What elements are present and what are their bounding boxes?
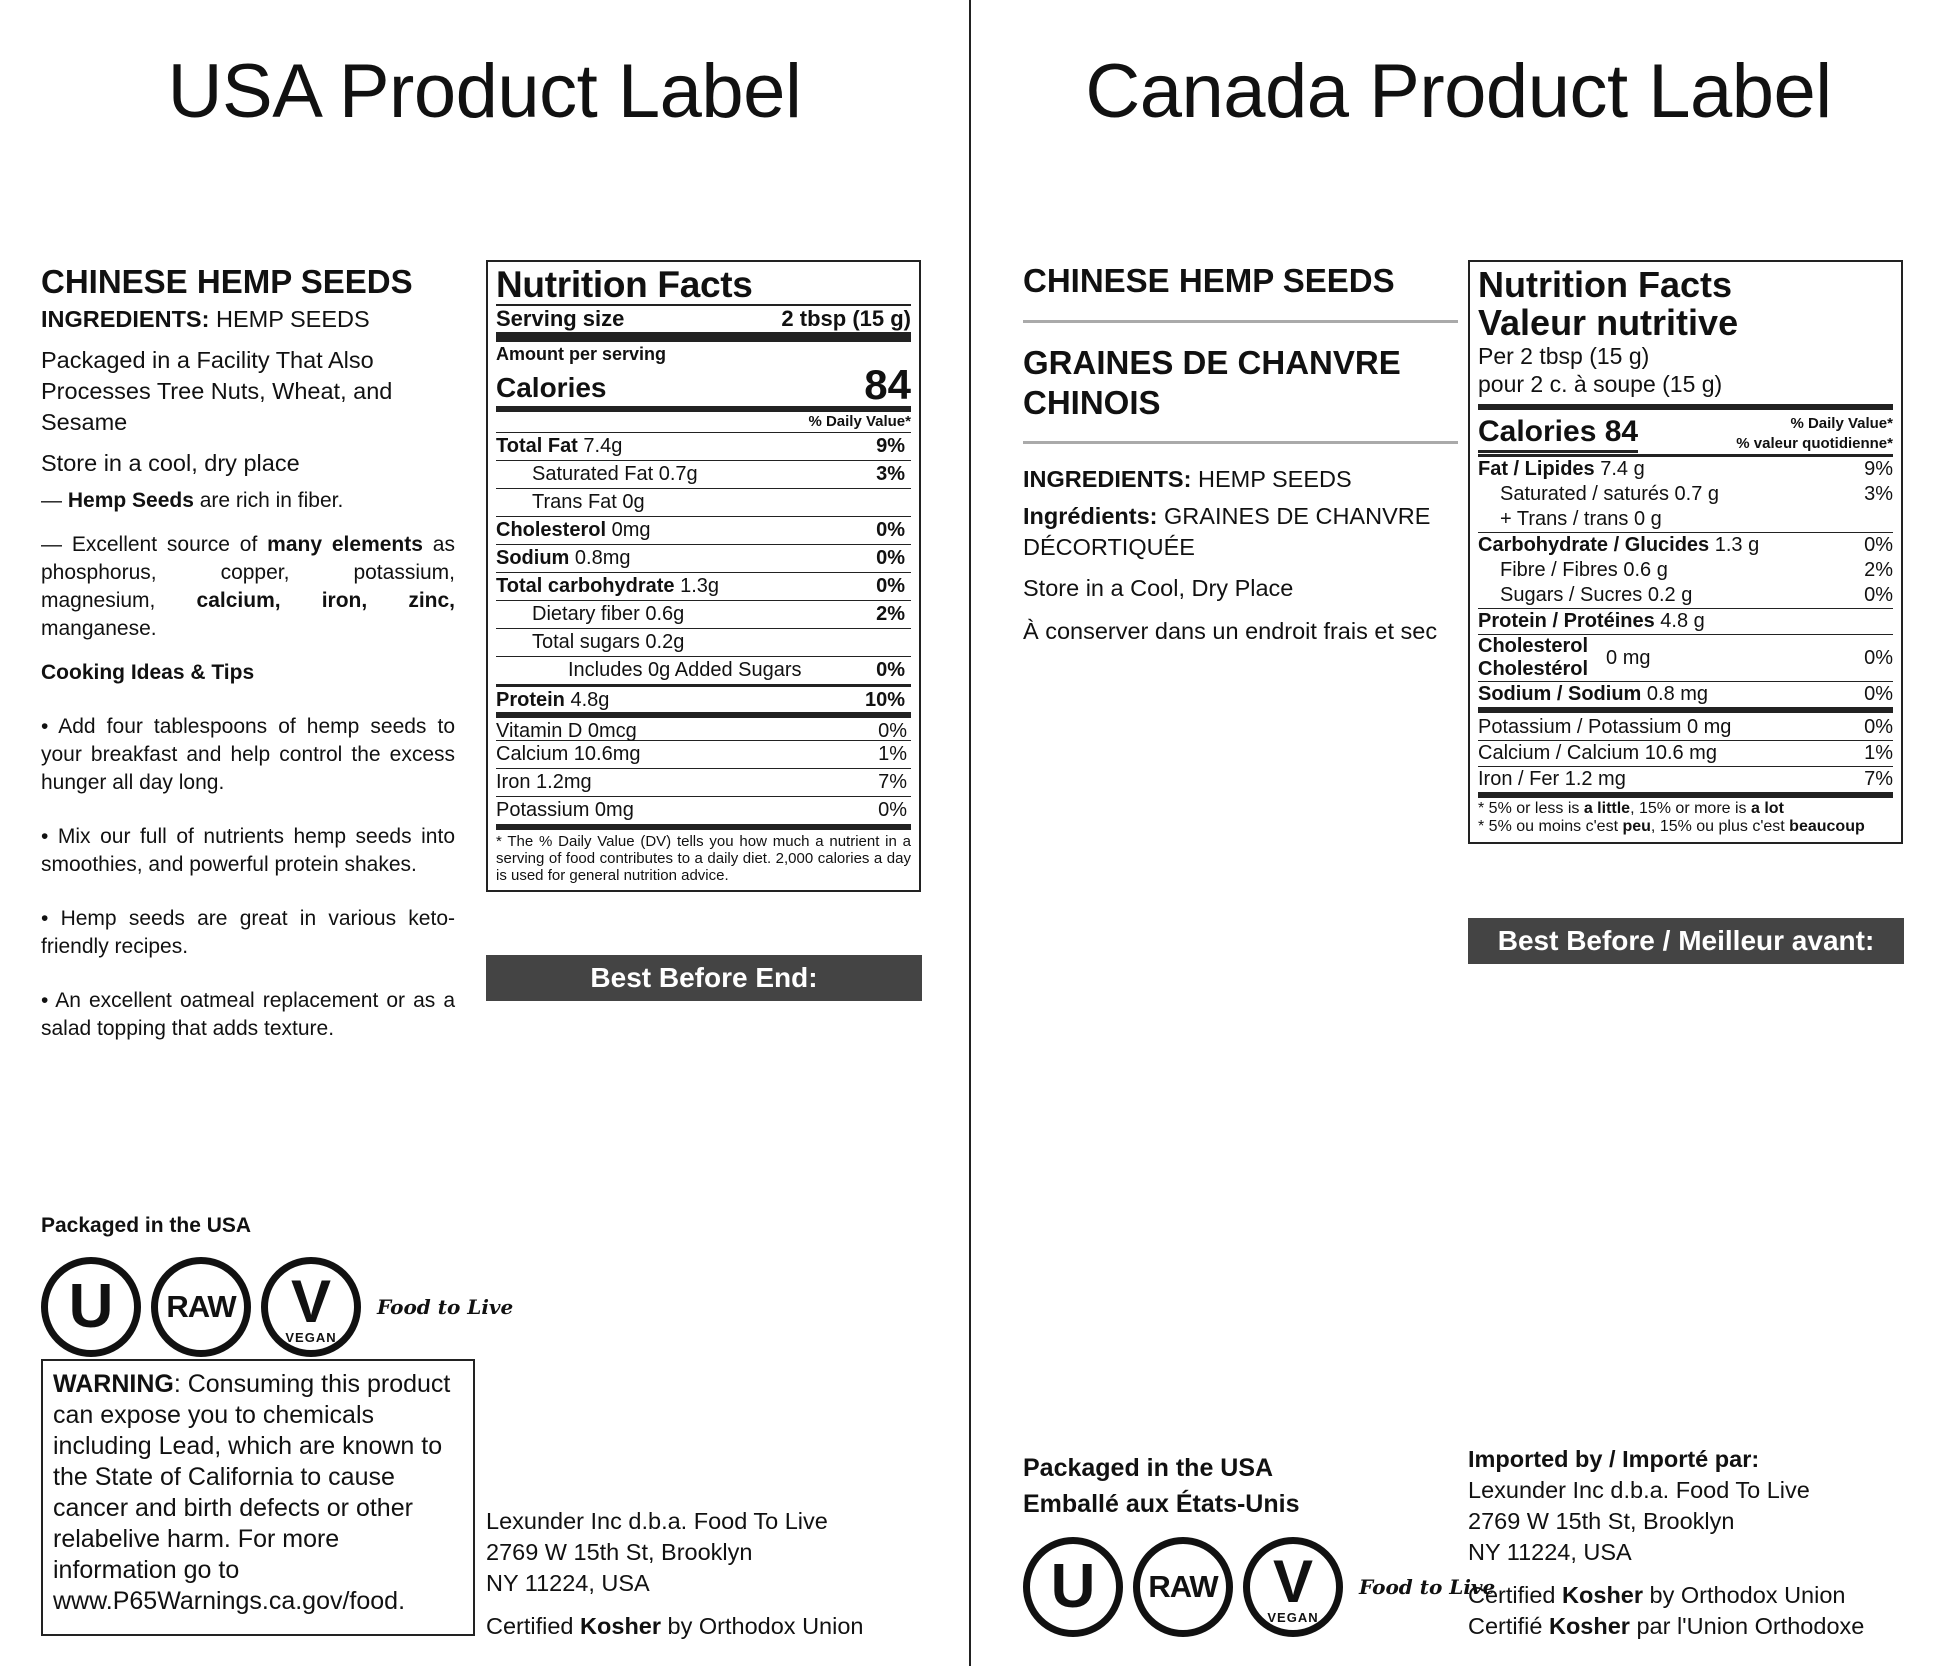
fibre-row: Fibre / Fibres 0.6 g 2% xyxy=(1500,559,1893,581)
canada-heading: Canada Product Label xyxy=(1085,49,1832,134)
canada-product-title-fr: GRAINES DE CHANVRE CHINOIS xyxy=(1023,344,1401,421)
fat-row: Fat / Lipides 7.4 g 9% xyxy=(1478,458,1893,480)
usa-cert-logos xyxy=(41,1257,513,1357)
nutrient-row: Total sugars 0.2g xyxy=(496,628,911,656)
usa-left-column xyxy=(41,262,455,1069)
usa-tips-list xyxy=(41,713,455,1043)
canada-left-column xyxy=(1023,262,1458,647)
calories-value: 84 xyxy=(864,361,911,408)
usa-best-before-bar: Best Before End: xyxy=(486,955,922,1001)
canada-importer: Imported by / Importé par: Lexunder Inc d.b.a. Food To Live 2769 W 15th St, Brooklyn NY 11224, USA Certified Kosher by Orthodox Union Certifié Kosher par l'Union Orthodoxe xyxy=(1468,1444,1938,1642)
usa-tips-heading: Cooking Ideas & Tips xyxy=(41,660,255,684)
per-serving-en: Per 2 tbsp (15 g) xyxy=(1478,343,1650,369)
cholesterol-row: Cholesterol Cholestérol 0 mg 0% xyxy=(1478,635,1893,680)
nutrition-facts-title-fr: Valeur nutritive xyxy=(1478,302,1739,343)
usa-kosher-certification: Certified Kosher by Orthodox Union xyxy=(486,1613,864,1639)
canada-packaged-in: Packaged in the USA Emballé aux États-Unis xyxy=(1023,1454,1300,1518)
divider xyxy=(1023,320,1458,323)
nutrition-footnote: * The % Daily Value (DV) tells you how much a nutrient in a serving of food contributes to a daily diet. 2,000 calories a day is used for general nutrition advice. xyxy=(496,824,911,884)
nutrient-row: Total Fat 7.4g 9% xyxy=(496,432,911,460)
nutrient-row: Dietary fiber 0.6g 2% xyxy=(496,600,911,628)
tip-item: • An excellent oatmeal replacement or as a salad topping that adds texture. xyxy=(41,988,455,1040)
usa-storage: Store in a cool, dry place xyxy=(41,449,300,476)
mineral-row: Iron / Fer 1.2 mg 7% xyxy=(1478,768,1893,790)
nutrient-row: Trans Fat 0g xyxy=(496,488,911,516)
food-to-live-logo: Food to Live xyxy=(1359,1575,1496,1599)
nutrition-facts-title-en: Nutrition Facts xyxy=(1478,264,1733,305)
sugars-row: Sugars / Sucres 0.2 g 0% xyxy=(1500,584,1893,606)
mineral-row: Calcium 10.6mg 1% xyxy=(496,740,911,768)
serving-size-row: Serving size 2 tbsp (15 g) xyxy=(496,306,911,331)
nutrient-row: Cholesterol 0mg 0% xyxy=(496,516,911,544)
raw-icon: RAW xyxy=(151,1257,251,1357)
mineral-row: Vitamin D 0mcg 0% xyxy=(496,712,911,740)
usa-facility-note: Packaged in a Facility That Also Processes Tree Nuts, Wheat, and Sesame xyxy=(41,346,393,435)
saturated-row: Saturated / saturés 0.7 g 3% xyxy=(1500,483,1893,505)
tip-item: • Hemp seeds are great in various keto-friendly recipes. xyxy=(41,906,455,958)
usa-heading: USA Product Label xyxy=(167,49,802,134)
calories-label: Calories 84 xyxy=(1478,414,1638,453)
mineral-row: Potassium / Potassium 0 mg 0% xyxy=(1478,707,1893,740)
canada-ingredients-en: INGREDIENTS: HEMP SEEDS xyxy=(1023,466,1352,492)
warning-text: : Consuming this product can expose you to chemicals including Lead, which are known to the State of California to cause cancer and birth defects or other relabelive harm. For more information go to www.P65Warnings.ca.gov/food. xyxy=(53,1370,451,1615)
usa-ingredients: INGREDIENTS: HEMP SEEDS xyxy=(41,305,370,332)
canada-storage-en: Store in a Cool, Dry Place xyxy=(1023,575,1294,601)
usa-packaged-in: Packaged in the USA xyxy=(41,1214,252,1237)
usa-fiber-note: — Hemp Seeds are rich in fiber. xyxy=(41,488,344,512)
canada-kosher-certification-en: Certified Kosher by Orthodox Union xyxy=(1468,1582,1846,1608)
canada-kosher-certification-fr: Certifié Kosher par l'Union Orthodoxe xyxy=(1468,1613,1865,1639)
nutrient-row: Saturated Fat 0.7g 3% xyxy=(496,460,911,488)
trans-row: + Trans / trans 0 g xyxy=(1500,508,1662,530)
vegan-icon: V VEGAN xyxy=(261,1257,361,1357)
mineral-row: Potassium 0mg 0% xyxy=(496,796,911,824)
food-to-live-logo: Food to Live xyxy=(377,1295,514,1319)
center-divider xyxy=(969,0,971,1666)
calories-block xyxy=(496,332,911,406)
canada-product-title-en: CHINESE HEMP SEEDS xyxy=(1023,262,1395,299)
nutrient-row: Includes 0g Added Sugars 0% xyxy=(496,656,911,684)
nutrient-row: Total carbohydrate 1.3g 0% xyxy=(496,572,911,600)
canada-footnote: * 5% or less is a little, 15% or more is a lot * 5% ou moins c'est peu, 15% ou plus c'est beaucoup xyxy=(1478,792,1893,836)
kosher-u-icon: U xyxy=(41,1257,141,1357)
warning-label: WARNING xyxy=(53,1370,174,1398)
protein-row: Protein / Protéines 4.8 g xyxy=(1478,608,1893,634)
per-serving-fr: pour 2 c. à soupe (15 g) xyxy=(1478,371,1723,397)
carb-row: Carbohydrate / Glucides 1.3 g 0% xyxy=(1478,534,1893,556)
mineral-row: Iron 1.2mg 7% xyxy=(496,768,911,796)
canada-best-before-bar: Best Before / Meilleur avant: xyxy=(1468,918,1904,964)
usa-address: Lexunder Inc d.b.a. Food To Live 2769 W 15th St, Brooklyn NY 11224, USA Certified Kosher by Orthodox Union xyxy=(486,1506,926,1642)
nutrient-row: Sodium 0.8mg 0% xyxy=(496,544,911,572)
canada-cert-logos xyxy=(1023,1537,1495,1637)
canada-ingredients-fr: Ingrédients: GRAINES DE CHANVRE DÉCORTIQUÉE xyxy=(1023,503,1431,560)
amount-per-serving: Amount per serving xyxy=(496,344,667,364)
usa-elements-note: — Excellent source of many elements as phosphorus, copper, potassium, magnesium, calcium, iron, zinc, manganese. xyxy=(41,532,455,640)
daily-value-header: % Daily Value* % valeur quotidienne* xyxy=(1736,415,1893,452)
mineral-row: Calcium / Calcium 10.6 mg 1% xyxy=(1478,742,1893,764)
usa-warning-box xyxy=(41,1359,475,1636)
kosher-u-icon: U xyxy=(1023,1537,1123,1637)
usa-nutrition-facts xyxy=(486,260,921,892)
canada-nutrition-facts xyxy=(1468,260,1903,844)
divider xyxy=(1023,441,1458,444)
sodium-row: Sodium / Sodium 0.8 mg 0% xyxy=(1478,683,1893,705)
nutrient-row: Protein 4.8g 10% xyxy=(496,684,911,712)
raw-icon: RAW xyxy=(1133,1537,1233,1637)
daily-value-header: % Daily Value* xyxy=(496,406,911,432)
tip-item: • Add four tablespoons of hemp seeds to your breakfast and help control the excess hunger all day long. xyxy=(41,714,455,794)
calories-block xyxy=(1478,404,1893,457)
tip-item: • Mix our full of nutrients hemp seeds into smoothies, and powerful protein shakes. xyxy=(41,824,455,876)
canada-storage-fr: À conserver dans un endroit frais et sec xyxy=(1023,618,1438,644)
nutrition-facts-title: Nutrition Facts xyxy=(496,264,753,305)
calories-label: Calories xyxy=(496,372,607,403)
usa-product-title: CHINESE HEMP SEEDS xyxy=(41,263,413,300)
vegan-icon: V VEGAN xyxy=(1243,1537,1343,1637)
